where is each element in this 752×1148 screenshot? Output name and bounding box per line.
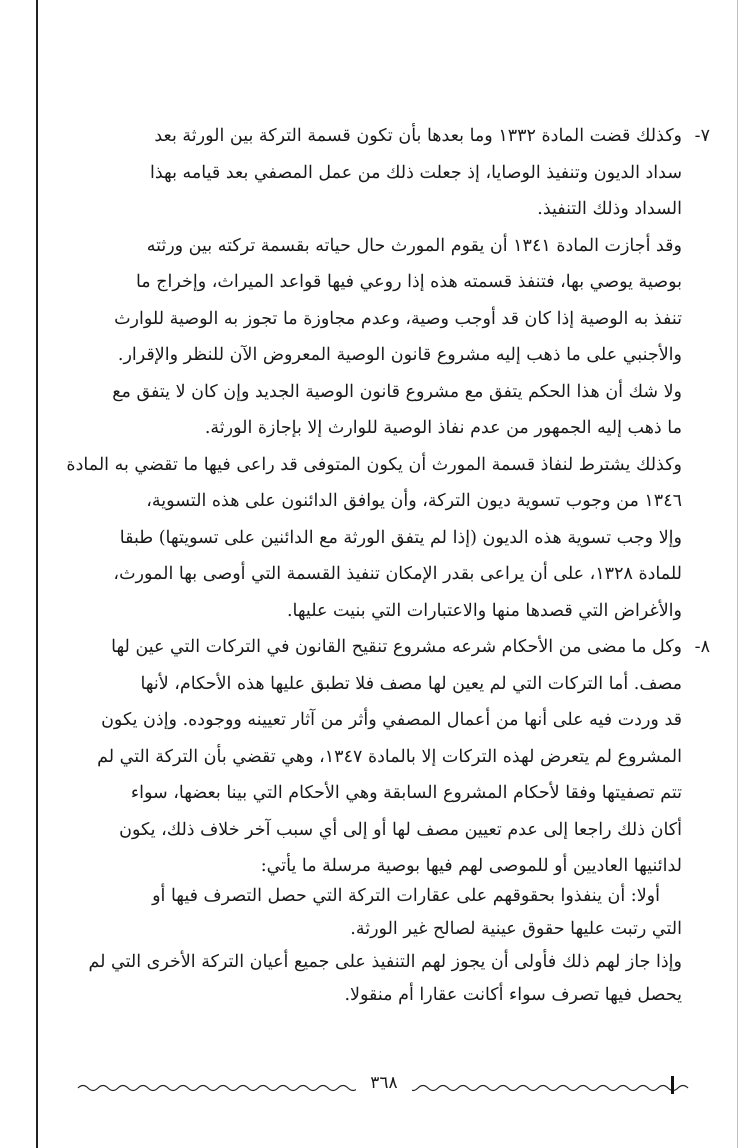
text-line: بوصية يوصي بها، فتنفذ قسمته هذه إذا روعي فيها قواعد الميراث، وإخراج ما [135, 272, 682, 292]
text-line: مصف. أما التركات التي لم يعين لها مصف فلا تطبق عليها هذه الأحكام، لأنها [140, 673, 682, 694]
text-line: ١٣٤٦ من وجوب تسوية ديون التركة، وأن يوافق الدائنون على هذه التسوية، [146, 491, 682, 511]
text-line: والأغراض التي قصدها منها والاعتبارات التي بنيت عليها. [286, 600, 682, 621]
text-line [78, 118, 710, 155]
text-line: قد وردت فيه على أنها من أعمال المصفي وأثر من آثار تعيينه ووجوده. وإذن يكون [101, 710, 682, 730]
text-line: سداد الديون وتنفيذ الوصايا، إذ جعلت ذلك من عمل المصفي بعد قيامه بهذا [149, 162, 682, 183]
text-line: أولا: أن ينفذوا بحقوقهم على عقارات التركة التي حصل التصرف فيها أو [152, 886, 660, 906]
text-line: المشروع لم يتعرض لهذه التركات إلا بالمادة ١٣٤٧، وهي تقضي بأن التركة التي لم [97, 746, 682, 767]
text-line: ولا شك أن هذا الحكم يتفق مع مشروع قانون الوصية الجديد وإن كان لا يتفق مع [112, 381, 682, 402]
page-footer [78, 1073, 682, 1098]
text-line: يحصل فيها تصرف سواء أكانت عقارا أم منقولا. [344, 985, 682, 1005]
text-line: ما ذهب إليه الجمهور من عدم نفاذ الوصية للوارث إلا بإجازة الورثة. [204, 418, 682, 438]
main-text [66, 118, 710, 885]
text-line: أكان ذلك راجعا إلى عدم تعيين مصف لها أو إلى أي سبب آخر خلاف ذلك، يكون [119, 819, 682, 840]
footer-bar [671, 1076, 674, 1094]
page-edge-left [36, 0, 38, 1148]
line-text: وكل ما مضى من الأحكام شرعه مشروع تنقيح القانون في التركات التي عين لها [111, 637, 682, 657]
text-line: للمادة ١٣٢٨، على أن يراعى بقدر الإمكان تنفيذ القسمة التي أوصى بها المورث، [113, 564, 682, 584]
text-line [78, 629, 710, 666]
item-8-marker: ٨- [694, 637, 710, 657]
text-line: التي رتبت عليها حقوق عينية لصالح غير الورثة. [350, 919, 682, 939]
line-text: وكذلك قضت المادة ١٣٣٢ وما بعدها بأن تكون قسمة التركة بين الورثة بعد [154, 126, 682, 146]
page-edge-right [737, 0, 738, 1148]
text-line: تتم تصفيتها وفقا لأحكام المشروع السابقة وهي الأحكام التي بينا بعضها، سواء [130, 783, 682, 803]
text-line: والأجنبي على ما ذهب إليه مشروع قانون الوصية المعروض الآن للنظر والإقرار. [117, 345, 682, 365]
text-line: وإلا وجب تسوية هذه الديون (إذا لم يتفق الورثة مع الدائنين على تسويتها) طبقا [119, 527, 682, 548]
text-line: وكذلك يشترط لنفاذ قسمة المورث أن يكون المتوفى قد راعى فيها ما تقضي به المادة [66, 454, 682, 475]
clause-first [78, 880, 682, 1012]
item-7-marker: ٧- [694, 126, 710, 146]
text-line: وإذا جاز لهم ذلك فأولى أن يجوز لهم التنفيذ على جميع أعيان التركة الأخرى التي لم [88, 952, 682, 972]
text-line: وقد أجازت المادة ١٣٤١ أن يقوم المورث حال حياته بقسمة تركته بين ورثته [146, 235, 682, 256]
text-line: السداد وذلك التنفيذ. [537, 199, 682, 219]
text-line: لدائنيها العاديين أو للموصى لهم فيها بوصية مرسلة ما يأتي: [260, 856, 682, 876]
text-line: تنفذ به الوصية إذا كان قد أوجب وصية، وعدم مجاوزة ما تجوز به الوصية للوارث [114, 308, 682, 329]
page-number: ٣٦٨ [356, 1073, 412, 1093]
